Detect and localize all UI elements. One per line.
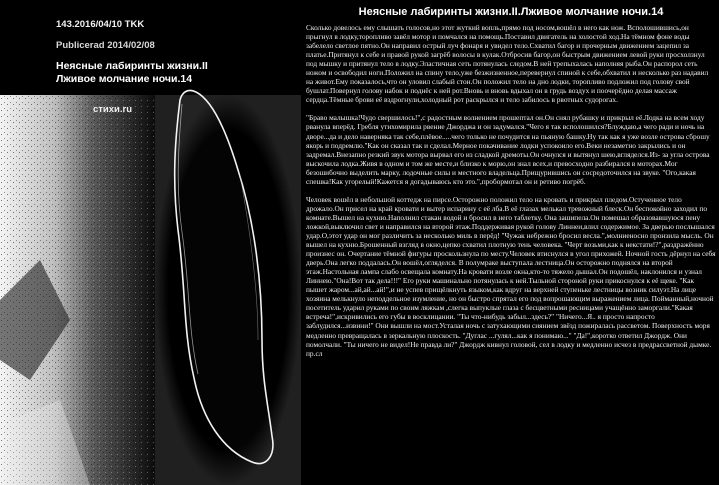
sidebar-title-line1: Неясные лабиринты жизни.II	[56, 60, 208, 72]
sidebar-meta	[56, 18, 208, 115]
published-date: Publicerad 2014/02/08	[56, 40, 155, 51]
date-line: 143.2016/04/10 TKK	[56, 19, 145, 30]
article-heading: Неясные лабиринты жизни.II.Лживое молчание ночи.14	[358, 6, 664, 18]
sidebar-title-line2: Лживое молчание ночи.14	[56, 73, 193, 85]
article-paragraph-2: "Браво малышка!Чудо свершилось!",с радостным волнением прошептал он.Он снял рубашку и прикрыл её.Лодка на всем ходу рванула вперёд. Гребля утихомирила рвение Джорджа и он задумался."Чего я так всполошился?Блуждаю,а чего ради и ночь на дворе...да и дело наверняка так себе,плёвое.....чего только не почудится на пьяную башку.Ну так как я уже возле острова сброшу якорь и подремлю."Как он сказал так и сделал.Мерное покачивание лодки успокоило его.Веки незаметно закрылись и он задремал.Внезапно резкий звук мотора вырвал его из сладкой дремоты.Он очнулся и вытянул шею,вгляделся.Из- за угла острова выскочила лодка.Живя в одном и том же месте,и близко к морю,он знал всех,и превосходно разбирался в моторах.Мог безошибочно выделить марку, лодочные силы и местного владельца.Прищурившись он сосредоточился на звуке. "Ого,какая спешка!Как угорелый!Кажется я догадываюсь кто это.",пробормотал он и ретиво погрёб.	[306, 113, 710, 186]
article	[306, 6, 716, 358]
article-paragraph-3: Человек вошёл в небольшой коттедж на пирсе.Осторожно положил тело на кровать и прикрыл пледом.Остученное тело дрожало.Он присел на край кровати и вытер испарину с её лба.В её глазах мелькал тревожный блеск.Он беспокойно заходил по комнате.Вышел на кухню.Наполнил стакан водой и бросил в него таблетку. Она зашипела.Он помешал образовавшуюся пену ложкой,выключил свет и направился на второй этаж.Поддерживая рукой голову Линнеи,влил содержимое. За дверью послышался удар.О,этот удар он мог различить за несколько миль в перёд! "Чужак небрежно бросил весла.",молниеносно пронзила мысль. Он вышел на кухню.Брошенный взгляд в окно,цепко схватил плотную тень человека. "Черт возьми,как к некстати!?",раздражённо произнес он. Очертание тёмной фигуры проскользнула по месту.Человек втиснулся в угол прихожей. Ночной гость дёрнул на себя дверь.Она легко поддалась.Он вошёл,огляделся. В полумраке выступала лестница.Он осторожно поднялся на второй этаж.Настольная лампа слабо освещала комнату.На кровати возле окна,кто-то тяжело дышал.Он подошёл, наклонился и узнал Линнею."Она!Вот так дела!!!" Его руки машинально потянулась к ней.Тыльной стороной руки прикоснулся к её щеке. "Как пышет жаром...ай,ай...ай!",и не успев прищёлкнуть языком,как вдруг на верхней ступеньке лестницы возник силуэт.На лице хозяина мелькнуло неподдельное изумление, но он быстро спрятал его под вопрошающим выражением лица. Пойманный,ночной посетитель ударил руками по своим ляжкам ,слегка выпуклые глаза с бесцветными ресницами учащённо заморгали."Какая встреча!",искривились его губы в восклицании. "Ты что-нибудь забыл...здесь?" "Ничего...Я.. я просто напросто заблудился...извини!" Они вышли на мост.Усталая ночь с затухающими сиянием звёзд пожиралась рассветом. Поверхность моря медленно превращалась в зеркальную плоскость. "Дуглас ...гулял...как я понимаю..." "Да!",коротко ответил Джордж. Они помолчали. "Ты ничего не видел!Не правда ли?" Джордж кивнул головой, сел в лодку и медленно исчез в предрассветной дымке. пр.сл	[306, 194, 716, 358]
site-name: стихи.ru	[93, 104, 133, 115]
article-paragraph-1: Сколько довелось ему слышать голосов,но этот жуткий вопль,прямо под носом,вошёл в него как нож. Всполошившись,он прыгнул в лодку,торопливо завёл мотор и помчался на помощь.Поставил двигатель на холостой ход.На тёмном фоне воды забелело светлое пятно.Он направил острый луч фонаря и увидел тело.Схватил багор и прочерным движением зацепил за платье.Притянул к себе и правой рукой загрёб волосы в кулак.Отбросив багор,он быстрым движением левой руки просхолзнул под мышку и притянул тело в лодку.Эластичная сеть потянулась следом.В ней трепыхалась наполняя рыба.Он распорол сеть ножом и освободил ноги.Положил на спину тело,уже безжизненное,перевернул спиной к себе,обхватил и несколько раз надавил на живот.Ему показалось,что он уловил слабый стон.Он положил тело на дно лодки, торопливо подложил под голову свой бушлат.Повернул голову набок и поднёс к ней рот.Вновь и вновь вдыхал он в грудь воздух и поочерёдно делая массаж сердца.Тёмные брови её вздрогнули,холодный рот раскрылся и тело забилось в рвотных судорогах.	[306, 23, 709, 105]
